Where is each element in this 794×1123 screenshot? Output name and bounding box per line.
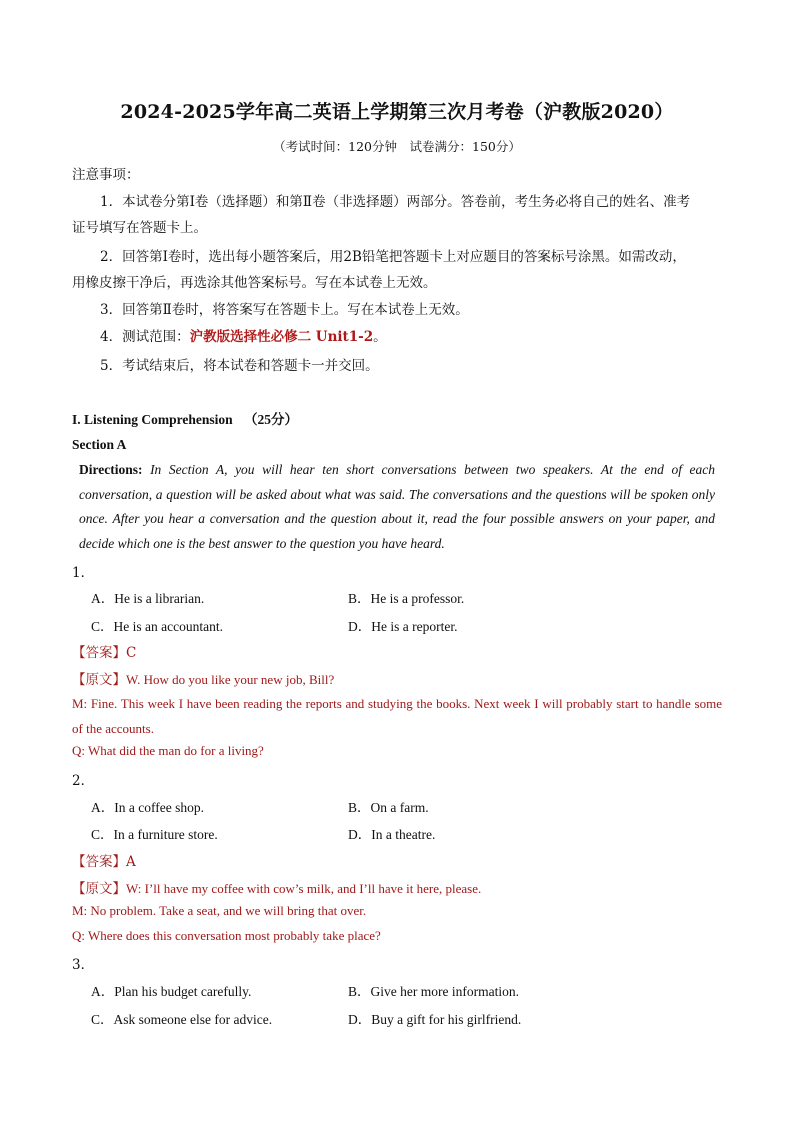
question-number: 3． [72, 957, 95, 973]
transcript-line: M: No problem. Take a seat, and we will bring that over. [72, 903, 367, 918]
option-b: B．Give her more information. [348, 984, 519, 999]
notice-heading: 注意事项： [72, 167, 140, 183]
directions-text: In Section A, you will hear ten short conversations between two speakers. At the end of each conversation, a question will be asked about what was said. The conversations and the questions will be spoken only once. After you hear a conversation and the question about it, read the four possible answers on your paper, and decide which one is the best answer to the question you have heard. [79, 462, 716, 551]
option-b: B．On a farm. [348, 800, 429, 815]
notice-item-4 [100, 325, 387, 345]
answer-label: 【答案】 [72, 645, 126, 661]
option-a: A．In a coffee shop. [91, 800, 204, 815]
option-d: D．He is a reporter. [348, 619, 458, 634]
notice-item-3: 3．回答第Ⅱ卷时，将答案写在答题卡上。写在本试卷上无效。 [100, 302, 469, 318]
option-c: C．He is an accountant. [91, 619, 223, 634]
transcript-line [72, 877, 481, 897]
option-a: A．Plan his budget carefully. [91, 984, 252, 999]
section-title: I. Listening Comprehension [72, 412, 233, 427]
option-a: A．He is a librarian. [91, 591, 205, 606]
directions-label: Directions: [79, 462, 143, 477]
answer-value: C [126, 645, 137, 661]
option-b: B．He is a professor. [348, 591, 465, 606]
question-number: 2． [72, 773, 95, 789]
option-d: D．Buy a gift for his girlfriend. [348, 1012, 522, 1027]
notice-item-4-prefix: 4．测试范围： [100, 329, 190, 345]
answer [72, 641, 136, 661]
directions [79, 458, 715, 556]
transcript-label: 【原文】 [72, 881, 126, 897]
transcript-label: 【原文】 [72, 672, 126, 688]
transcript-line: M: Fine. This week I have been reading the reports and studying the books. Next week I will probably start to handle some of the accounts. [72, 696, 722, 736]
question-number: 1． [72, 565, 95, 581]
page-title: 2024-2025学年高二英语上学期第三次月考卷（沪教版2020） [120, 101, 674, 123]
notice-item-4-suffix: 。 [373, 329, 387, 345]
subsection-heading: Section A [72, 437, 127, 452]
notice-item-2: 2．回答第Ⅰ卷时，选出每小题答案后，用2B铅笔把答题卡上对应题目的答案标号涂黑。如需改动， [100, 249, 686, 265]
option-d: D．In a theatre. [348, 827, 436, 842]
option-c: C．Ask someone else for advice. [91, 1012, 273, 1027]
option-c: C．In a furniture store. [91, 827, 218, 842]
answer [72, 850, 136, 870]
section-heading [72, 408, 298, 428]
notice-item-2-cont: 用橡皮擦干净后，再选涂其他答案标号。写在本试卷上无效。 [72, 275, 437, 291]
transcript-line [72, 668, 334, 688]
answer-value: A [126, 854, 136, 870]
notice-item-1-cont: 证号填写在答题卡上。 [72, 220, 207, 236]
exam-info: （考试时间：120分钟 试卷满分：150分） [273, 139, 521, 154]
answer-label: 【答案】 [72, 854, 126, 870]
transcript-question: Q: What did the man do for a living? [72, 743, 264, 758]
notice-item-5: 5．考试结束后，将本试卷和答题卡一并交回。 [100, 358, 379, 374]
test-scope: 沪教版选择性必修二 Unit1-2 [189, 329, 374, 345]
notice-item-1: 1．本试卷分第Ⅰ卷（选择题）和第Ⅱ卷（非选择题）两部分。答卷前，考生务必将自己的姓名、准考 [100, 194, 691, 210]
transcript-text: W. How do you like your new job, Bill? [126, 672, 335, 687]
transcript-question: Q: Where does this conversation most probably take place? [72, 928, 381, 943]
section-points: （25分） [244, 412, 299, 427]
transcript-text: W: I’ll have my coffee with cow’s milk, and I’ll have it here, please. [126, 881, 482, 896]
